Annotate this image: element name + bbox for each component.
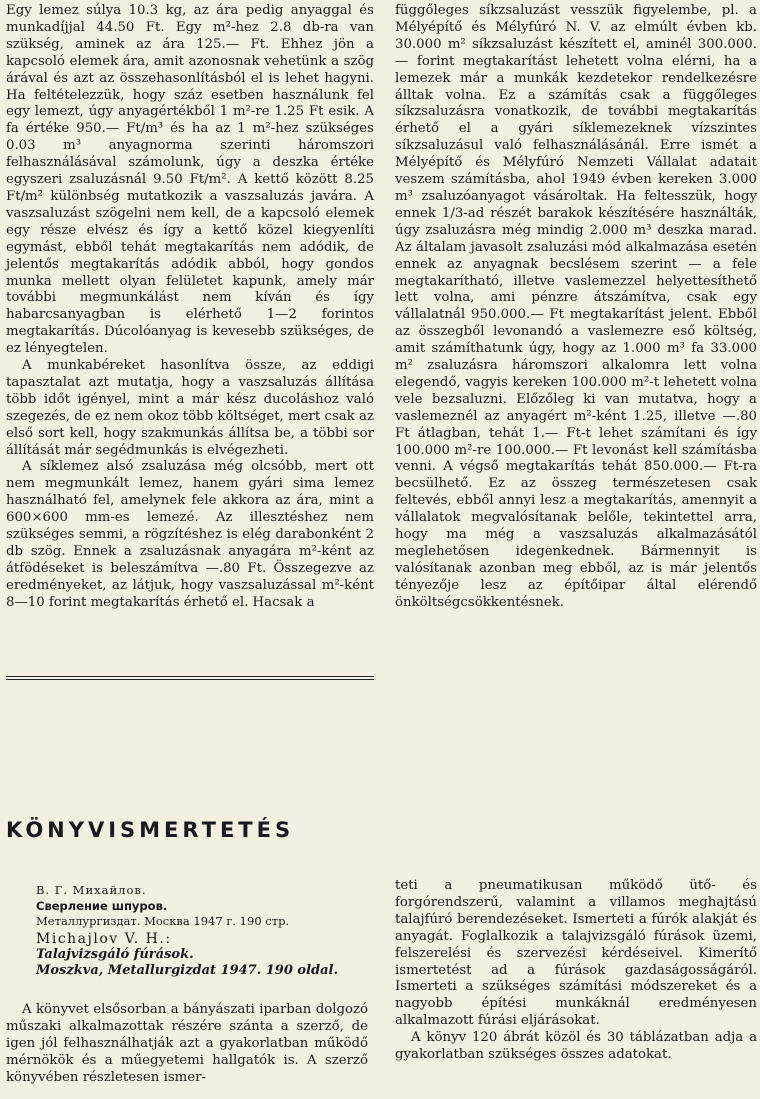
section-heading: KÖNYVISMERTETÉS bbox=[6, 818, 295, 842]
review-left-column bbox=[6, 1002, 368, 1087]
book-hungarian-author: Michajlov V. H.: bbox=[36, 930, 172, 947]
book-russian-author: В. Г. Михайлов. bbox=[36, 883, 147, 897]
article-paragraph: Egy lemez súlya 10.3 kg, az ára pedig anyaggal és munkadíjjal 44.50 Ft. Egy m²-hez 2.8 db-ra van szükség, aminek az ára 125.— Ft. Ehhez jön a kapcsoló elemek ára, amit azonosnak vehetünk a szög árával és azt az összehasonlításból el is lehet hagyni. Ha feltételezzük, hogy száz esetben használunk fel egy lemezt, úgy anyagértékből 1 m²-re 1.25 Ft esik. A fa értéke 950.— Ft/m³ és ha az 1 m²-hez szükséges 0.03 m³ anyagnorma szerinti háromszori felhasználásával számolunk, úgy a deszka értéke egyszeri zsaluzásnál 9.50 Ft/m². A kettő között 8.25 Ft/m² különbség mutatkozik a vaszsaluzás javára. A vaszsaluzást szögelni nem kell, de a kapcsoló elemek egy része elvész és így a kettő közel kiegyenlíti egymást, ebből tehát megtakarítás nem adódik, de jelentős megtakarítás adódik abból, hogy gondos munka mellett olyan felületet kapunk, amely már további megmunkálást nem kíván és így habarcsanyagban is elérhető 1—2 forintos megtakarítás. Dúcolóanyag is kevesebb szükséges, de ez lényegtelen. bbox=[6, 3, 374, 357]
book-russian-title: Сверление шпуров. bbox=[36, 898, 168, 913]
review-paragraph: A könyvet elsősorban a bányászati iparban dolgozó műszaki alkalmazottak részére szánta a szerző, de igen jól felhasználhatják azt a gyakorlatban működő mérnökök és a műegyetemi hallgatók is. A szerző könyvében részletesen ismer- bbox=[6, 1002, 368, 1085]
book-russian-publisher: Металлургиздат. Москва 1947 г. 190 стр. bbox=[36, 914, 290, 929]
article-paragraph: függőleges síkzsaluzást vesszük figyelembe, pl. a Mélyépítő és Mélyfúró N. V. az elmúlt évben kb. 30.000 m² síkzsaluzást készített el, aminél 300.000.— forint megtakarítást lehetett volna elérni, ha a lemezek már a munkák kezdetekor rendelkezésre álltak volna. Ez a számítás csak a függőleges síkzsaluzásra vonatkozik, de további megtakarítás érhető el a gyári síklemezeknek vízszintes síkzsaluzásul való felhasználásánál. Erre ismét a Mélyépítő és Mélyfúró Nemzeti Vállalat adatait veszem számításba, ahol 1949 évben kereken 3.000 m³ zsaluzóanyagot vásároltak. Ha feltesszük, hogy ennek 1/3-ad részét barakok készítésére használták, úgy zsaluzásra még mindig 2.000 m³ deszka marad. Az általam javasolt zsaluzási mód alkalmazása esetén ennek az anyagnak becslésem szerint — a fele megtakarítható, illetve vaslemezzel helyettesíthető lett volna, ami pénzre átszámítva, csak egy vállalatnál 950.000.— Ft megtakarítást jelent. Ebből az összegből levonandó a vaslemezre eső költség, amit számíthatunk úgy, hogy az 1.000 m³ fa 33.000 m² zsaluzásra háromszori alkalomra lett volna elegendő, vagyis kereken 100.000 m²-t lehetett volna vele bezsaluzni. Előzőleg ki van mutatva, hogy a vaslemeznél az anyagért m²-ként 1.25, illetve —.80 Ft átlagban, tehát 1.— Ft-t lehet számítani és így 100.000 m²-re 100.000.— Ft levonást kell számításba venni. A végső megtakarítás tehát 850.000.— Ft-ra becsülhető. Ez az összeg természetesen csak feltevés, ebből annyi lesz a megtakarítás, amennyit a vállalatok megvalósítanak belőle, tekintettel arra, hogy ma még a vaszsaluzás alkalmazásától meglehetősen idegenkednek. Bármennyit is valósítanak azonban meg ebből, az is már jelentős tényezője lesz az építőipar által elérendő önköltségcsökkentésnek. bbox=[395, 3, 757, 610]
review-paragraph: teti a pneumatikusan működő ütő- és forgórendszerű, valamint a villamos meghajtású talajfúró berendezéseket. Ismerteti a fúrók alakját és anyagát. Foglalkozik a talajvizsgáló fúrások üzemi, felszerelési és szervezési kérdéseivel. Kimerítő ismertetést ad a fúrások gazdaságosságáról. Ismerteti a szükséges számítási módszereket és a nagyobb építési munkáknál eredményesen alkalmazott fúrási eljárásokat. bbox=[395, 878, 757, 1029]
article-paragraph: A munkabéreket hasonlítva össze, az eddigi tapasztalat azt mutatja, hogy a vaszsaluzás állítása több időt igényel, mint a már kész ducoláshoz való szegezés, de ez nem okoz több költséget, mert csak az első sort kell, hogy szakmunkás állítsa be, a többi sor állítását már segédmunkás is elvégezheti. bbox=[6, 358, 374, 458]
article-end-rule bbox=[6, 676, 374, 677]
book-hungarian-title: Talajvizsgáló fúrások. bbox=[36, 947, 194, 963]
review-right-column bbox=[395, 878, 757, 1064]
article-right-column bbox=[395, 3, 757, 612]
book-reference bbox=[36, 883, 376, 979]
article-paragraph: A síklemez alsó zsaluzása még olcsóbb, mert ott nem megmunkált lemez, hanem gyári sima lemez használható fel, amelynek fele akkora az ára, mint a 600×600 mm-es lemezé. Az illesztéshez nem szükséges semmi, a rögzítéshez is elég darabonként 2 db szög. Ennek a zsaluzásnak anyagára m²-ként az átfödéseket is beleszámítva —.80 Ft. Összegezve az eredményeket, az látjuk, hogy vaszsaluzással m²-ként 8—10 forint megtakarítás érhető el. Hacsak a bbox=[6, 459, 374, 610]
review-paragraph: A könyv 120 ábrát közöl és 30 táblázatban adja a gyakorlatban szükséges összes adatokat. bbox=[395, 1030, 757, 1063]
article-left-column bbox=[6, 3, 374, 612]
book-hungarian-publisher: Moszkva, Metallurgizdat 1947. 190 oldal. bbox=[36, 962, 339, 978]
article-end-rule bbox=[6, 679, 374, 680]
